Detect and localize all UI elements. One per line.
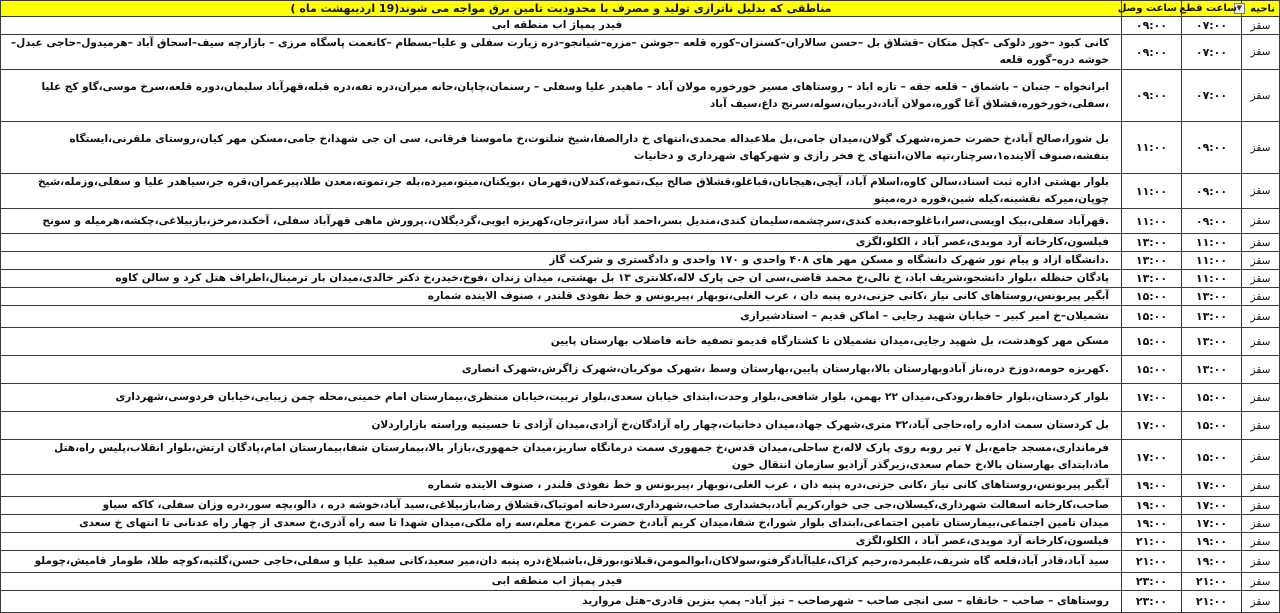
affected-areas: فرمانداری،مسجد جامع،بل ۷ تیر روبه روی پارک لاله،خ ساحلی،میدان قدس،خ جمهوری سمت درمانگاه ساریز،میدان جمهوری،بازار بالا،بیمارستان شفا،بیمارستان امام،پادگان ارتش،بلوار انقلاب،پلیس راه،هتل ماد،ابتدای بهارستان بالا،خ حمام سعدی،زیرگذر آزادیو سازمان انتقال خون (1, 440, 1122, 475)
table-row (1, 17, 1280, 35)
outage-start-time: ۱۵:۰۰ (1182, 440, 1242, 475)
table-row (1, 328, 1280, 356)
column-header-start-time: ساعت قطع (1182, 1, 1242, 17)
outage-end-time: ۲۱:۰۰ (1122, 533, 1182, 551)
outage-start-time: ۱۳:۰۰ (1182, 288, 1242, 306)
table-row (1, 288, 1280, 306)
outage-end-time: ۱۷:۰۰ (1122, 440, 1182, 475)
affected-areas: ابرانخواه – جنبان – باشماق – قلعه جقه – تازه اباد – روستاهای مسیر خورخوره مولان آباد – ماهیدر علیا وسفلی – رسنمان،چاپان،حانه میران،دره تفه،دره قبله،قهرآباد سلیمان،دوره قلعه،سرخ موسی،گاو کج علیا ،سفلی،خورخوره،قشلاق آغا گوره،مولان آباد،دربیان،سوله،سرنج داغ،سیف آباد (1, 70, 1122, 122)
region-cell: سقز (1242, 306, 1280, 328)
outage-end-time: ۲۱:۰۰ (1122, 551, 1182, 573)
outage-end-time: ۲۳:۰۰ (1122, 573, 1182, 591)
outage-end-time: ۱۷:۰۰ (1122, 412, 1182, 440)
affected-areas: بلوار بهشتی اداره ثبت اسناد،سالن کاوه،اسلام آباد، آیچی،هیجانان،قباغلو،قشلاق صالح بیک،تموغه،کندلان،قهرمان ،بویکتان،میتو،میرده،بله جر،تموته،معدن طلا،پیرعمران،قره جر،سیاهدر علیا و سفلی،وزمله،شیخ چوپان،میرکه نقشینه،کیله شین،قوره دره،میتو (1, 174, 1122, 209)
region-cell: سقز (1242, 497, 1280, 515)
filter-dropdown-icon[interactable]: ▼ (1234, 3, 1245, 14)
region-cell: سقز (1242, 35, 1280, 70)
affected-areas: فیلسون،کارخانه آرد مویدی،عصر آباد ، الکلو،لگزی (1, 533, 1122, 551)
region-cell: سقز (1242, 252, 1280, 270)
table-row (1, 412, 1280, 440)
region-cell: سقز (1242, 440, 1280, 475)
outage-start-time: ۱۹:۰۰ (1182, 533, 1242, 551)
affected-areas: .کهریزه حومه،دوزخ دره،ناز آبادوبهارستان بالا،بهارستان پایین،بهارستان وسط ،شهرک موکریان،شهرک زاگرش،شهرک انصاری (1, 356, 1122, 384)
outage-start-time: ۰۹:۰۰ (1182, 209, 1242, 234)
outage-end-time: ۰۹:۰۰ (1122, 70, 1182, 122)
column-header-region[interactable] (1236, 1, 1280, 17)
outage-end-time: ۱۵:۰۰ (1122, 288, 1182, 306)
outage-start-time: ۰۹:۰۰ (1182, 174, 1242, 209)
affected-areas: .دانشگاه ازاد و پیام نور شهرک دانشگاه و مسکن مهر های ۴۰۸ واحدی و ۱۷۰ واحدی و دادگستری و شرکت گاز (1, 252, 1122, 270)
outage-end-time: ۱۱:۰۰ (1122, 209, 1182, 234)
region-header-label: ناحیه (1250, 3, 1275, 15)
table-row (1, 533, 1280, 551)
region-cell: سقز (1242, 288, 1280, 306)
table-row (1, 234, 1280, 252)
affected-areas: .قهرآباد سفلی،بیک اویسی،سرا،باغلوجه،بغده کندی،سرچشمه،سلیمان کندی،مندیل بسر،احمد آباد سرا،ترجان،کهریزه ایوبی،گردیگلان،.پرورش ماهی قهرآباد سفلی، آخکند،مرخز،بازبیلاغی،چکشه،هرمیله و سونح (1, 209, 1122, 234)
table-row (1, 515, 1280, 533)
table-body (1, 17, 1280, 613)
table-row (1, 35, 1280, 70)
region-cell: سقز (1242, 533, 1280, 551)
affected-areas: کانی کبود –خور دلوکی –کچل متکان –قشلاق بل –حسن سالاران–کسنزان–کوره قلعه –جوشن –مزره–شیانجو–دره زیارت سفلی و علیا–بسطام –کانعمت پاسگاه مرزی – بازارچه سیف–اسحاق آباد –هرمیدول–حاجی عبدل–خوشه دره–گوره قلعه (1, 35, 1122, 70)
region-cell: سقز (1242, 551, 1280, 573)
affected-areas: پادگان حنظله ،بلوار دانشجو،شریف اباد، خ نالی،خ محمد قاضی،سی ان جی پارک لاله،کلانتری ۱۳ بل بهشتی، میدان زندان ،فوخ،خیدر،خ دکتر خالدی،میدان بار ترمینال،اطراف هتل کرد و سالن کاوه (1, 270, 1122, 288)
table-row (1, 122, 1280, 174)
table-row (1, 209, 1280, 234)
outage-start-time: ۰۷:۰۰ (1182, 70, 1242, 122)
region-cell: سقز (1242, 573, 1280, 591)
table-row (1, 591, 1280, 613)
affected-areas: میدان تامین اجتماعی،بیمارستان تامین اجتماعی،ابتدای بلوار شورا،خ شفا،میدان کریم آباد،خ حضرت عمر،خ معلم،سه راه ملکی،میدان شهدا تا سه راه آذری،خ سعدی از چهار راه عدنانی تا انتهای خ سعدی (1, 515, 1122, 533)
table-row (1, 551, 1280, 573)
region-cell: سقز (1242, 209, 1280, 234)
table-row (1, 440, 1280, 475)
outage-end-time: ۱۹:۰۰ (1122, 497, 1182, 515)
outage-start-time: ۱۱:۰۰ (1182, 234, 1242, 252)
outage-end-time: ۱۱:۰۰ (1122, 122, 1182, 174)
region-cell: سقز (1242, 70, 1280, 122)
region-cell: سقز (1242, 17, 1280, 35)
affected-areas: آبگیر پیربونس،روستاهای کانی نیاز ،کانی جزنی،دره پنبه دان ، عرب الغلی،نوبهار ،پیربونس و خط نفوذی قلندر ، صنوف الاینده شماره (1, 475, 1122, 497)
outage-start-time: ۱۵:۰۰ (1182, 412, 1242, 440)
affected-areas: بل شورا،صالح آباد،خ حضرت حمزه،شهرک گولان،میدان جامی،بل ملاعبداله محمدی،انتهای خ دارالصفا،شیخ شلتوت،خ ماموستا فرقانی، سی ان جی شهدا،خ جامی،مسکن مهر کیان،روستای ملقرنی،ایستگاه بنفشه،صنوف آلاینده۱،سرچنار،تپه مالان،انتهای خ فخر رازی و شهرکهای شهرداری و دخانیات (1, 122, 1122, 174)
outage-end-time: ۱۳:۰۰ (1122, 252, 1182, 270)
table-row (1, 497, 1280, 515)
table-row (1, 475, 1280, 497)
affected-areas: فیدر پمپاژ اب منطقه ابی (1, 573, 1122, 591)
region-cell: سقز (1242, 328, 1280, 356)
table-row (1, 573, 1280, 591)
affected-areas: صاحب،کارخانه اسفالت شهرداری،کیسلان،جی جی خوار،کریم آباد،بخشداری صاحب،شهرداری،سردخانه اموتیاک،قشلاق رضا،بازبیلاغی،سید آباد،خوشه دره ، دالو،بچه سور،دره وزان سفلی، کاکه سیاو (1, 497, 1122, 515)
outage-start-time: ۱۳:۰۰ (1182, 328, 1242, 356)
outage-end-time: ۱۳:۰۰ (1122, 234, 1182, 252)
region-cell: سقز (1242, 591, 1280, 613)
table-row (1, 252, 1280, 270)
outage-end-time: ۰۹:۰۰ (1122, 17, 1182, 35)
affected-areas: روستاهای – صاحب – خانقاه – سی انجی صاحب – شهرصاحب – تیز آباد– پمپ بنزین قادری–هتل مروارید (1, 591, 1122, 613)
outage-start-time: ۲۱:۰۰ (1182, 573, 1242, 591)
outage-start-time: ۲۱:۰۰ (1182, 591, 1242, 613)
region-cell: سقز (1242, 122, 1280, 174)
outage-start-time: ۰۹:۰۰ (1182, 122, 1242, 174)
region-cell: سقز (1242, 412, 1280, 440)
region-cell: سقز (1242, 234, 1280, 252)
outage-end-time: ۱۵:۰۰ (1122, 328, 1182, 356)
region-cell: سقز (1242, 475, 1280, 497)
outage-end-time: ۱۱:۰۰ (1122, 174, 1182, 209)
region-cell: سقز (1242, 384, 1280, 412)
outage-start-time: ۱۹:۰۰ (1182, 551, 1242, 573)
outage-end-time: ۲۳:۰۰ (1122, 591, 1182, 613)
outage-start-time: ۰۷:۰۰ (1182, 17, 1242, 35)
outage-end-time: ۱۷:۰۰ (1122, 384, 1182, 412)
region-cell: سقز (1242, 515, 1280, 533)
column-header-end-time: ساعت وصل (1122, 1, 1182, 17)
outage-start-time: ۱۷:۰۰ (1182, 475, 1242, 497)
affected-areas: آبگیر پیربونس،روستاهای کانی نیاز ،کانی جزنی،دره پنبه دان ، عرب الغلی،نوبهار ،پیربونس و خط نفوذی قلندر ، صنوف الاینده شماره (1, 288, 1122, 306)
table-row (1, 270, 1280, 288)
table-title: مناطقی که بدلیل ناترازی تولید و مصرف با محدودیت تامین برق مواجه می شوند(19 اردیبهشت ماه ) (1, 1, 1122, 17)
outage-end-time: ۱۵:۰۰ (1122, 306, 1182, 328)
table-row (1, 356, 1280, 384)
outage-end-time: ۰۹:۰۰ (1122, 35, 1182, 70)
affected-areas: بل کردستان سمت اداره راه،حاجی آباد،۳۲ متری،شهرک جهاد،میدان دخانیات،چهار راه آزادگان،خ آزادی،میدان آزادی تا حسینیه وراسته بازاراردلان (1, 412, 1122, 440)
affected-areas: فیدر پمپاژ اب منطقه ابی (1, 17, 1122, 35)
region-cell: سقز (1242, 356, 1280, 384)
outage-start-time: ۱۷:۰۰ (1182, 515, 1242, 533)
affected-areas: سید آباد،قادر آباد،قلعه گاه شریف،علیمرده،رحیم کزاک،علیاآبادگرفتو،سولاکان،ابوالمومن،قبلاتو،بورقل،باشبلاغ،دره پنبه دان،میر سعید،کانی سفید علیا و سفلی،حاجی حسن،گلتپه،کوچه طلا، طومار قامیش،چوملو (1, 551, 1122, 573)
affected-areas: بلوار کردستان،بلوار حافظ،رودکی،میدان ۲۲ بهمن، بلوار شافعی،بلوار وحدت،ابتدای خیابان سعدی،بلوار تربیت،خیابان منتظری،بیمارستان امام خمینی،محله چمن زیبایی،خیابان فردوسی،شهرداری (1, 384, 1122, 412)
affected-areas: نشمیلان–خ امیر کبیر – خیابان شهید رجایی – اماکن قدیم – استادشیرازی (1, 306, 1122, 328)
outage-start-time: ۱۵:۰۰ (1182, 384, 1242, 412)
table-row (1, 384, 1280, 412)
outage-end-time: ۱۹:۰۰ (1122, 475, 1182, 497)
outage-start-time: ۱۱:۰۰ (1182, 252, 1242, 270)
region-cell: سقز (1242, 270, 1280, 288)
outage-start-time: ۱۷:۰۰ (1182, 497, 1242, 515)
table-row (1, 70, 1280, 122)
table-row (1, 306, 1280, 328)
table-row (1, 174, 1280, 209)
outage-end-time: ۱۵:۰۰ (1122, 356, 1182, 384)
header-row (1, 1, 1280, 17)
outage-start-time: ۱۳:۰۰ (1182, 356, 1242, 384)
region-cell: سقز (1242, 174, 1280, 209)
outage-end-time: ۱۳:۰۰ (1122, 270, 1182, 288)
outage-end-time: ۱۹:۰۰ (1122, 515, 1182, 533)
outage-start-time: ۰۷:۰۰ (1182, 35, 1242, 70)
affected-areas: فیلسون،کارخانه آرد مویدی،عصر آباد ، الکلو،لگزی (1, 234, 1122, 252)
outage-start-time: ۱۱:۰۰ (1182, 270, 1242, 288)
affected-areas: مسکن مهر کوهدشت، بل شهید رجایی،میدان نشمیلان تا کشتارگاه قدیمو تصفیه خانه فاضلاب بهارستان پایین (1, 328, 1122, 356)
outage-start-time: ۱۳:۰۰ (1182, 306, 1242, 328)
